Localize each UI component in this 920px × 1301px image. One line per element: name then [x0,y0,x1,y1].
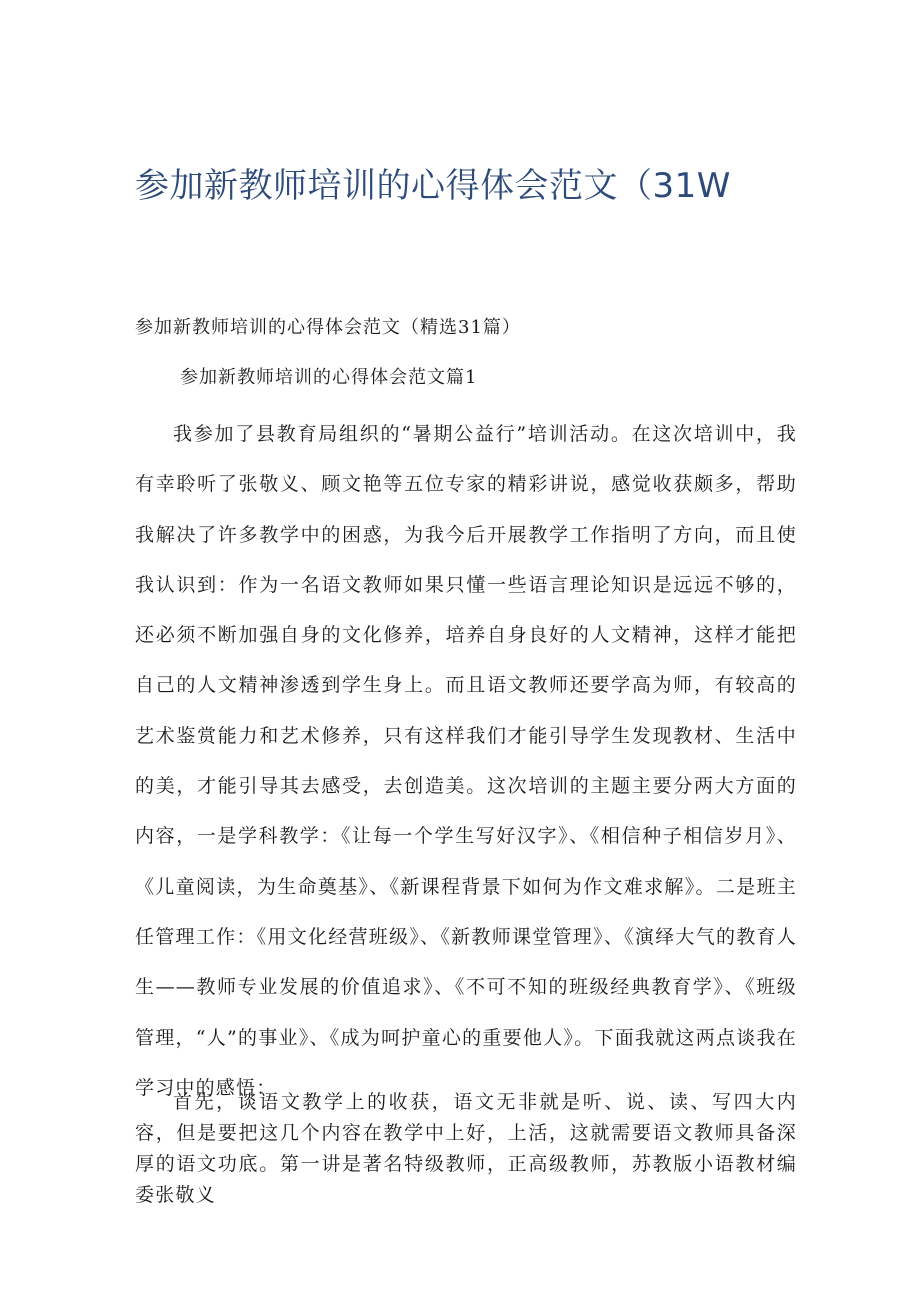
document-title: 参加新教师培训的心得体会范文（31W [135,166,731,206]
section-heading: 参加新教师培训的心得体会范文篇1 [180,367,478,388]
body-paragraph-2: 首先，谈语文教学上的收获，语文无非就是听、说、读、写四大内容，但是要把这几个内容在教学中上好，上活，这就需要语文教师具备深厚的语文功底。第一讲是著名特级教师，正高级教师，苏教版小语教材编委张敬义 [135,1091,797,1206]
document-subtitle: 参加新教师培训的心得体会范文（精选31篇） [135,317,521,338]
body-paragraph-1: 我参加了县教育局组织的“暑期公益行”培训活动。在这次培训中，我有幸聆听了张敬义、顾文艳等五位专家的精彩讲说，感觉收获颇多，帮助我解决了许多教学中的困惑，为我今后开展教学工作指明了方向，而且使我认识到：作为一名语文教师如果只懂一些语言理论知识是远远不够的，还必须不断加强自身的文化修养，培养自身良好的人文精神，这样才能把自己的人文精神渗透到学生身上。而且语文教师还要学高为师，有较高的艺术鉴赏能力和艺术修养，只有这样我们才能引导学生发现教材、生活中的美，才能引导其去感受，去创造美。这次培训的主题主要分两大方面的内容，一是学科教学：《让每一个学生写好汉字》、《相信种子相信岁月》、《儿童阅读，为生命奠基》、《新课程背景下如何为作文难求解》。二是班主任管理工作：《用文化经营班级》、《新教师课堂管理》、《演绎大气的教育人生——教师专业发展的价值追求》、《不可不知的班级经典教育学》、《班级管理，“人”的事业》、《成为呵护童心的重要他人》。下面我就这两点谈我在学习中的感悟： [135,423,797,1099]
